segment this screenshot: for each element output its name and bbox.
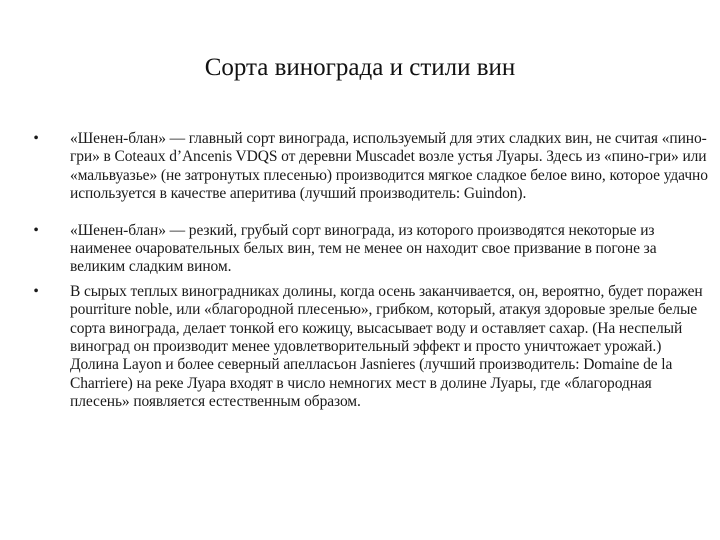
bullet-dot-icon: • (33, 221, 39, 239)
slide-title: Сорта винограда и стили вин (204, 54, 516, 81)
bullet-text: В сырых теплых виноградниках долины, когда осень заканчивается, он, вероятно, будет поражен pourriture noble, или «благородной плесенью», грибком, который, атакуя здоровые зрелые белые сорта винограда, делает тонкой его кожицу, высасывает воду и оставляет сахар. (На неспелый виноград он производит менее удовлетворительный эффект и просто уничтожает урожай.) Долина Layon и более северный апелласьон Jasnieres (лучший производитель: Domaine de la Charriere) на реке Луара входят в число немногих мест в долине Луары, где «благородная плесень» появляется естественным образом. (70, 282, 703, 411)
bullet-text: «Шенен-блан» — главный сорт винограда, используемый для этих сладких вин, не считая «пино-гри» в Coteaux d’Ancenis VDQS от деревни Muscadet возле устья Луары. Здесь из «пино-гри» или «мальвуазье» (не затронутых плесенью) производится мягкое сладкое белое вино, которое удачно используется в качестве аперитива (лучший производитель: Guindon). (70, 130, 708, 203)
bullet-item (33, 221, 710, 277)
bullet-dot-icon: • (33, 282, 39, 300)
bullet-item (33, 282, 710, 412)
bullet-list (33, 130, 710, 412)
bullet-text: «Шенен-блан» — резкий, грубый сорт винограда, из которого производятся некоторые из наименее очаровательных белых вин, тем не менее он находит свое призвание в погоне за великим сладким вином. (70, 221, 657, 276)
bullet-item (33, 130, 710, 204)
bullet-dot-icon: • (33, 130, 39, 147)
